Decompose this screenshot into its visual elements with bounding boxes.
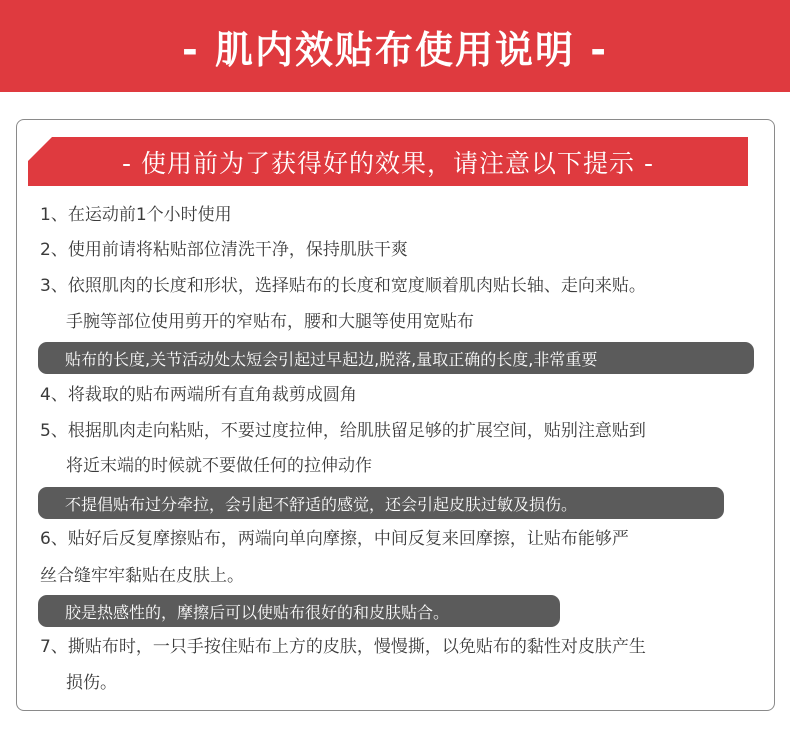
notice-banner: [28, 137, 748, 186]
highlight-note-1-text: 贴布的长度,关节活动处太短会引起过早起边,脱落,量取正确的长度,非常重要: [65, 349, 598, 369]
highlight-note-2-text: 不提倡贴布过分牵拉，会引起不舒适的感觉，还会引起皮肤过敏及损伤。: [65, 494, 578, 514]
highlight-note-2: [38, 487, 724, 519]
step-5-line-2: 将近末端的时候就不要做任何的拉伸动作: [66, 456, 372, 476]
step-3-line-1: 3、依照肌肉的长度和形状，选择贴布的长度和宽度顺着肌肉贴长轴、走向来贴。: [40, 276, 646, 296]
step-3-line-2: 手腕等部位使用剪开的窄贴布，腰和大腿等使用宽贴布: [66, 312, 474, 332]
step-4: 4、将裁取的贴布两端所有直角裁剪成圆角: [40, 385, 357, 405]
page-title: - 肌内效贴布使用说明 -: [181, 27, 608, 72]
step-6-line-1: 6、贴好后反复摩擦贴布，两端向单向摩擦，中间反复来回摩擦，让贴布能够严: [40, 529, 629, 549]
step-5-line-1: 5、根据肌肉走向粘贴，不要过度拉伸，给肌肤留足够的扩展空间，贴别注意贴到: [40, 421, 646, 441]
step-2: 2、使用前请将粘贴部位清洗干净，保持肌肤干爽: [40, 240, 408, 260]
step-7-line-2: 损伤。: [66, 673, 117, 693]
notice-title: - 使用前为了获得好的效果，请注意以下提示 -: [122, 148, 654, 178]
highlight-note-1: [38, 342, 754, 374]
step-6-line-2: 丝合缝牢牢黏贴在皮肤上。: [40, 566, 244, 586]
highlight-note-3-text: 胶是热感性的，摩擦后可以使贴布很好的和皮肤贴合。: [65, 602, 450, 622]
step-7-line-1: 7、撕贴布时，一只手按住贴布上方的皮肤，慢慢撕，以免贴布的黏性对皮肤产生: [40, 637, 646, 657]
highlight-note-3: [38, 595, 560, 627]
page-title-banner: [0, 0, 790, 92]
step-1: 1、在运动前1个小时使用: [40, 205, 232, 225]
